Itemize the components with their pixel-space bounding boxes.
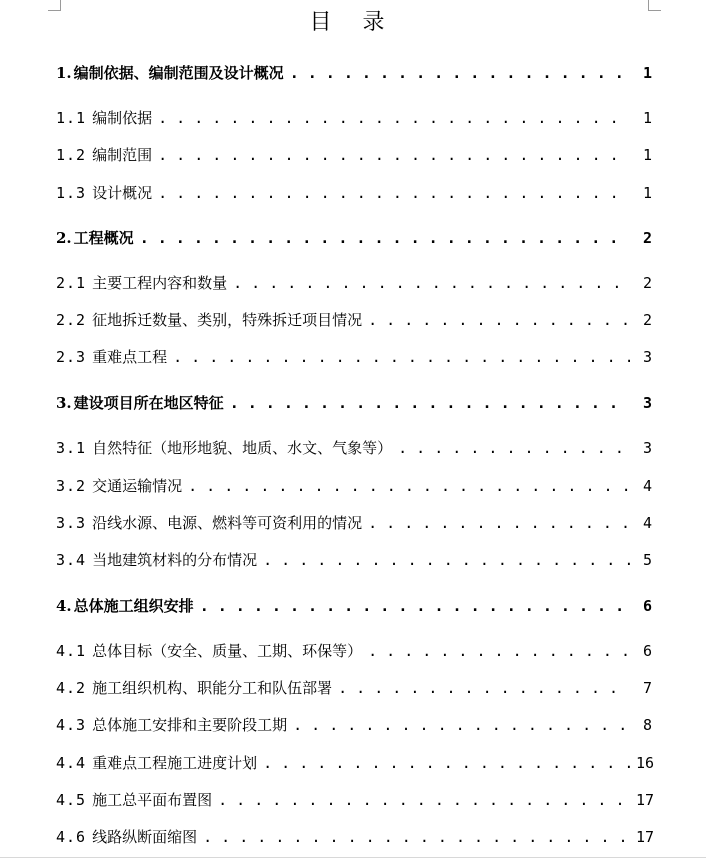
- toc-entry[interactable]: [56, 436, 652, 460]
- toc-dot-leader: [203, 825, 630, 849]
- toc-dot-leader: [200, 594, 630, 618]
- toc-entry-text: 施工总平面布置图: [92, 791, 213, 809]
- toc-dot-leader: [158, 143, 630, 167]
- toc-entry[interactable]: [56, 751, 655, 775]
- toc-entry[interactable]: [56, 594, 652, 618]
- toc-entry-text: 总体施工组织安排: [73, 597, 194, 615]
- toc-entry-number: 4.6: [56, 828, 87, 846]
- toc-dot-leader: [158, 106, 630, 130]
- toc-entry-number: 4.4: [56, 754, 87, 772]
- toc-entry-text: 交通运输情况: [92, 477, 183, 495]
- toc-page-number: 7: [642, 679, 652, 697]
- toc-entry[interactable]: [56, 106, 652, 130]
- toc-page-number: 1: [642, 146, 652, 164]
- toc-page-number: 5: [642, 551, 652, 569]
- toc-entry[interactable]: [56, 548, 652, 572]
- toc-entry-text: 总体施工安排和主要阶段工期: [92, 716, 288, 734]
- toc-entry-number: 2.: [56, 229, 72, 247]
- toc-dot-leader: [140, 226, 630, 250]
- toc-entry-number: 1.2: [56, 146, 87, 164]
- toc-entry-text: 重难点工程施工进度计划: [92, 754, 258, 772]
- toc-entry-text: 当地建筑材料的分布情况: [92, 551, 258, 569]
- toc-entry[interactable]: [56, 226, 652, 250]
- toc-page-number: 2: [642, 229, 652, 247]
- toc-entry-number: 3.2: [56, 477, 87, 495]
- toc-title: 目 录: [309, 10, 397, 35]
- toc-page-number: 17: [636, 828, 655, 846]
- toc-entry-number: 3.: [56, 394, 72, 412]
- toc-entry-text: 主要工程内容和数量: [92, 274, 228, 292]
- toc-dot-leader: [263, 751, 630, 775]
- toc-dot-leader: [218, 788, 630, 812]
- toc-page-number: 3: [642, 439, 652, 457]
- toc-dot-leader: [338, 676, 630, 700]
- toc-entry[interactable]: [56, 511, 652, 535]
- toc-page-number: 4: [642, 514, 652, 532]
- toc-entry[interactable]: [56, 308, 652, 332]
- toc-entry-text: 沿线水源、电源、燃料等可资利用的情况: [92, 514, 363, 532]
- toc-entry-number: 3.4: [56, 551, 87, 569]
- toc-entry[interactable]: [56, 825, 655, 849]
- toc-entry-number: 2.3: [56, 348, 87, 366]
- toc-entry-number: 3.1: [56, 439, 87, 457]
- toc-dot-leader: [368, 511, 630, 535]
- toc-entry-text: 建设项目所在地区特征: [73, 394, 224, 412]
- toc-dot-leader: [158, 181, 630, 205]
- toc-page-number: 6: [642, 642, 652, 660]
- toc-dot-leader: [230, 391, 630, 415]
- toc-entry-text: 征地拆迁数量、类别，特殊拆迁项目情况: [92, 311, 363, 329]
- toc-entry-text: 编制依据: [92, 109, 153, 127]
- toc-entry-text: 线路纵断面缩图: [92, 828, 198, 846]
- toc-entry-text: 总体目标（安全、质量、工期、环保等）: [92, 642, 363, 660]
- toc-entry-text: 工程概况: [73, 229, 134, 247]
- toc-entry[interactable]: [56, 474, 652, 498]
- toc-entry[interactable]: [56, 143, 652, 167]
- toc-dot-leader: [173, 345, 630, 369]
- toc-page-number: 16: [636, 754, 655, 772]
- toc-entry-number: 4.5: [56, 791, 87, 809]
- toc-dot-leader: [368, 639, 630, 663]
- toc-entry-number: 2.2: [56, 311, 87, 329]
- toc-entry-number: 3.3: [56, 514, 87, 532]
- toc-entry[interactable]: [56, 713, 652, 737]
- toc-entry-text: 重难点工程: [92, 348, 168, 366]
- toc-entry-text: 编制范围: [92, 146, 153, 164]
- toc-dot-leader: [293, 713, 630, 737]
- toc-entry-number: 1.: [56, 64, 72, 82]
- toc-entry[interactable]: [56, 788, 655, 812]
- toc-entry[interactable]: [56, 391, 652, 415]
- toc-dot-leader: [233, 271, 630, 295]
- toc-page-number: 2: [642, 274, 652, 292]
- toc-entry-text: 自然特征（地形地貌、地质、水文、气象等）: [92, 439, 393, 457]
- page-bottom-divider: [0, 857, 706, 858]
- toc-dot-leader: [398, 436, 630, 460]
- toc-entry-number: 1.3: [56, 184, 87, 202]
- toc-entry-text: 编制依据、编制范围及设计概况: [73, 64, 284, 82]
- toc-entry[interactable]: [56, 639, 652, 663]
- toc-page-number: 17: [636, 791, 655, 809]
- toc-entry[interactable]: [56, 345, 652, 369]
- toc-entry-number: 4.1: [56, 642, 87, 660]
- toc-page-number: 3: [642, 348, 652, 366]
- toc-dot-leader: [263, 548, 630, 572]
- toc-entry[interactable]: [56, 61, 652, 85]
- toc-page-number: 1: [642, 109, 652, 127]
- toc-entry-number: 1.1: [56, 109, 87, 127]
- toc-page-number: 1: [642, 64, 652, 82]
- toc-page-number: 3: [642, 394, 652, 412]
- toc-page-number: 6: [642, 597, 652, 615]
- toc-page-number: 8: [642, 716, 652, 734]
- toc-page-number: 4: [642, 477, 652, 495]
- toc-entry-text: 设计概况: [92, 184, 153, 202]
- toc-entry-number: 2.1: [56, 274, 87, 292]
- toc-page-number: 2: [642, 311, 652, 329]
- toc-dot-leader: [368, 308, 630, 332]
- toc-dot-leader: [188, 474, 630, 498]
- toc-entry[interactable]: [56, 676, 652, 700]
- toc-page-number: 1: [642, 184, 652, 202]
- toc-entry-number: 4.3: [56, 716, 87, 734]
- toc-entry-number: 4.2: [56, 679, 87, 697]
- toc-entry[interactable]: [56, 181, 652, 205]
- toc-entry[interactable]: [56, 271, 652, 295]
- toc-dot-leader: [290, 61, 630, 85]
- toc-entry-text: 施工组织机构、职能分工和队伍部署: [92, 679, 333, 697]
- toc-entry-number: 4.: [56, 597, 72, 615]
